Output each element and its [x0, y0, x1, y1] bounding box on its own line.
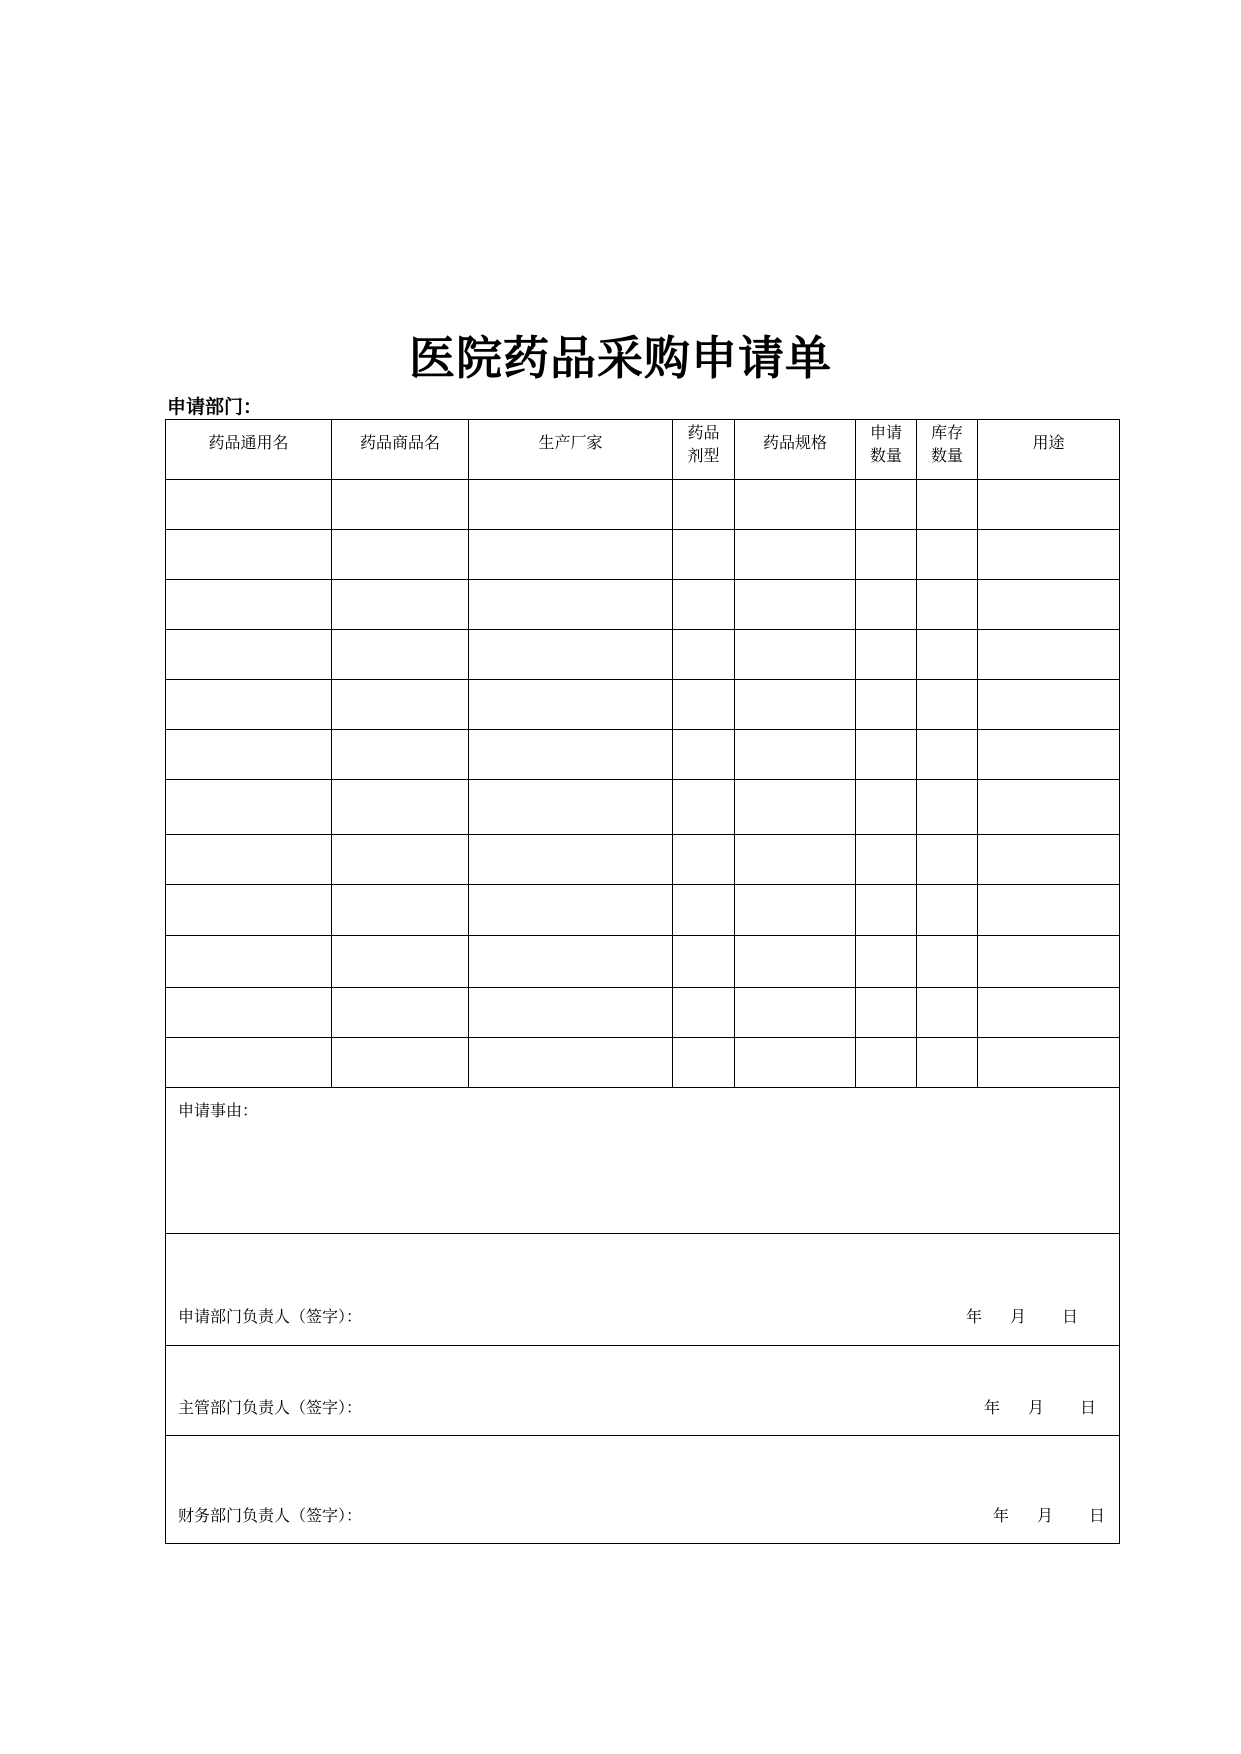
cell-dosage-form[interactable]: [673, 630, 735, 680]
cell-dosage-form[interactable]: [673, 730, 735, 780]
cell-trade-name[interactable]: [332, 580, 469, 630]
day-label: 日: [1089, 1506, 1106, 1525]
cell-stock-quantity[interactable]: [917, 580, 978, 630]
cell-trade-name[interactable]: [332, 680, 469, 730]
date-fields: [966, 1304, 1078, 1327]
year-label: 年: [984, 1398, 1001, 1417]
cell-stock-quantity[interactable]: [917, 730, 978, 780]
cell-generic-name[interactable]: [166, 835, 332, 885]
cell-dosage-form[interactable]: [673, 780, 735, 835]
cell-dosage-form[interactable]: [673, 885, 735, 936]
reason-field[interactable]: [166, 1088, 1120, 1234]
cell-specification[interactable]: [735, 780, 856, 835]
table-row: [166, 988, 1120, 1038]
cell-dosage-form[interactable]: [673, 680, 735, 730]
cell-trade-name[interactable]: [332, 530, 469, 580]
cell-specification[interactable]: [735, 936, 856, 988]
year-label: 年: [993, 1506, 1010, 1525]
cell-generic-name[interactable]: [166, 885, 332, 936]
table-row: [166, 936, 1120, 988]
cell-usage[interactable]: [978, 988, 1120, 1038]
header-row: [166, 420, 1120, 480]
cell-usage[interactable]: [978, 480, 1120, 530]
supervisor-dept-signature-field[interactable]: [166, 1346, 1120, 1436]
cell-specification[interactable]: [735, 835, 856, 885]
applicant-dept-signature-label: 申请部门负责人（签字）：: [178, 1307, 363, 1326]
cell-usage[interactable]: [978, 780, 1120, 835]
header-specification: 药品规格: [735, 420, 856, 480]
cell-request-quantity[interactable]: [856, 580, 917, 630]
month-label: 月: [1010, 1307, 1027, 1326]
cell-specification[interactable]: [735, 580, 856, 630]
cell-generic-name[interactable]: [166, 730, 332, 780]
month-label: 月: [1028, 1398, 1045, 1417]
cell-stock-quantity[interactable]: [917, 530, 978, 580]
cell-generic-name[interactable]: [166, 780, 332, 835]
cell-specification[interactable]: [735, 1038, 856, 1088]
cell-dosage-form[interactable]: [673, 580, 735, 630]
day-label: 日: [1080, 1398, 1097, 1417]
reason-row: [166, 1088, 1120, 1234]
cell-manufacturer[interactable]: [469, 988, 673, 1038]
cell-manufacturer[interactable]: [469, 1038, 673, 1088]
cell-usage[interactable]: [978, 630, 1120, 680]
header-generic-name: 药品通用名: [166, 420, 332, 480]
table-row: [166, 885, 1120, 936]
cell-usage[interactable]: [978, 885, 1120, 936]
date-fields: [993, 1503, 1105, 1526]
cell-generic-name[interactable]: [166, 480, 332, 530]
cell-usage[interactable]: [978, 730, 1120, 780]
cell-specification[interactable]: [735, 630, 856, 680]
cell-manufacturer[interactable]: [469, 530, 673, 580]
applicant-dept-signature-field[interactable]: [166, 1234, 1120, 1346]
department-label: 申请部门：: [167, 396, 263, 418]
cell-request-quantity[interactable]: [856, 835, 917, 885]
finance-dept-signature-field[interactable]: [166, 1436, 1120, 1544]
cell-stock-quantity[interactable]: [917, 480, 978, 530]
cell-request-quantity[interactable]: [856, 988, 917, 1038]
cell-stock-quantity[interactable]: [917, 936, 978, 988]
cell-trade-name[interactable]: [332, 730, 469, 780]
cell-generic-name[interactable]: [166, 530, 332, 580]
month-label: 月: [1037, 1506, 1054, 1525]
table-row: [166, 480, 1120, 530]
header-usage: 用途: [978, 420, 1120, 480]
cell-trade-name[interactable]: [332, 885, 469, 936]
cell-specification[interactable]: [735, 885, 856, 936]
cell-usage[interactable]: [978, 680, 1120, 730]
date-fields: [984, 1395, 1096, 1418]
cell-stock-quantity[interactable]: [917, 835, 978, 885]
table-row: [166, 1038, 1120, 1088]
cell-request-quantity[interactable]: [856, 780, 917, 835]
cell-stock-quantity[interactable]: [917, 1038, 978, 1088]
cell-request-quantity[interactable]: [856, 885, 917, 936]
table-row: [166, 680, 1120, 730]
table-row: [166, 730, 1120, 780]
cell-specification[interactable]: [735, 530, 856, 580]
cell-generic-name[interactable]: [166, 936, 332, 988]
cell-usage[interactable]: [978, 530, 1120, 580]
cell-request-quantity[interactable]: [856, 630, 917, 680]
table-row: [166, 835, 1120, 885]
cell-generic-name[interactable]: [166, 630, 332, 680]
header-trade-name: 药品商品名: [332, 420, 469, 480]
cell-usage[interactable]: [978, 1038, 1120, 1088]
table-row: [166, 530, 1120, 580]
header-stock-quantity: 库存 数量: [917, 420, 978, 480]
cell-stock-quantity[interactable]: [917, 630, 978, 680]
table-row: [166, 630, 1120, 680]
signature-row: [166, 1234, 1120, 1346]
cell-specification[interactable]: [735, 480, 856, 530]
cell-request-quantity[interactable]: [856, 936, 917, 988]
cell-dosage-form[interactable]: [673, 936, 735, 988]
cell-request-quantity[interactable]: [856, 730, 917, 780]
cell-dosage-form[interactable]: [673, 988, 735, 1038]
cell-generic-name[interactable]: [166, 1038, 332, 1088]
cell-manufacturer[interactable]: [469, 630, 673, 680]
cell-dosage-form[interactable]: [673, 835, 735, 885]
year-label: 年: [966, 1307, 983, 1326]
cell-manufacturer[interactable]: [469, 780, 673, 835]
cell-manufacturer[interactable]: [469, 885, 673, 936]
cell-specification[interactable]: [735, 988, 856, 1038]
cell-usage[interactable]: [978, 580, 1120, 630]
supervisor-dept-signature-label: 主管部门负责人（签字）：: [178, 1398, 363, 1417]
cell-trade-name[interactable]: [332, 780, 469, 835]
reason-label: 申请事由：: [178, 1101, 259, 1120]
header-dosage-form: 药品 剂型: [673, 420, 735, 480]
finance-dept-signature-label: 财务部门负责人（签字）：: [178, 1506, 363, 1525]
cell-usage[interactable]: [978, 835, 1120, 885]
cell-manufacturer[interactable]: [469, 835, 673, 885]
cell-usage[interactable]: [978, 936, 1120, 988]
cell-trade-name[interactable]: [332, 480, 469, 530]
cell-manufacturer[interactable]: [469, 680, 673, 730]
cell-stock-quantity[interactable]: [917, 988, 978, 1038]
cell-trade-name[interactable]: [332, 1038, 469, 1088]
cell-dosage-form[interactable]: [673, 480, 735, 530]
cell-specification[interactable]: [735, 730, 856, 780]
signature-row: [166, 1346, 1120, 1436]
cell-stock-quantity[interactable]: [917, 780, 978, 835]
cell-stock-quantity[interactable]: [917, 885, 978, 936]
table-row: [166, 780, 1120, 835]
header-request-quantity: 申请 数量: [856, 420, 917, 480]
header-manufacturer: 生产厂家: [469, 420, 673, 480]
cell-manufacturer[interactable]: [469, 936, 673, 988]
cell-trade-name[interactable]: [332, 835, 469, 885]
cell-manufacturer[interactable]: [469, 480, 673, 530]
table-row: [166, 580, 1120, 630]
cell-trade-name[interactable]: [332, 988, 469, 1038]
cell-generic-name[interactable]: [166, 680, 332, 730]
cell-generic-name[interactable]: [166, 988, 332, 1038]
cell-trade-name[interactable]: [332, 936, 469, 988]
cell-specification[interactable]: [735, 680, 856, 730]
purchase-request-table: [165, 419, 1120, 1544]
cell-request-quantity[interactable]: [856, 530, 917, 580]
cell-request-quantity[interactable]: [856, 480, 917, 530]
cell-dosage-form[interactable]: [673, 530, 735, 580]
cell-manufacturer[interactable]: [469, 730, 673, 780]
cell-generic-name[interactable]: [166, 580, 332, 630]
page-title: 医院药品采购申请单: [409, 331, 832, 385]
cell-request-quantity[interactable]: [856, 680, 917, 730]
cell-request-quantity[interactable]: [856, 1038, 917, 1088]
signature-row: [166, 1436, 1120, 1544]
cell-stock-quantity[interactable]: [917, 680, 978, 730]
cell-dosage-form[interactable]: [673, 1038, 735, 1088]
cell-manufacturer[interactable]: [469, 580, 673, 630]
cell-trade-name[interactable]: [332, 630, 469, 680]
day-label: 日: [1062, 1307, 1079, 1326]
